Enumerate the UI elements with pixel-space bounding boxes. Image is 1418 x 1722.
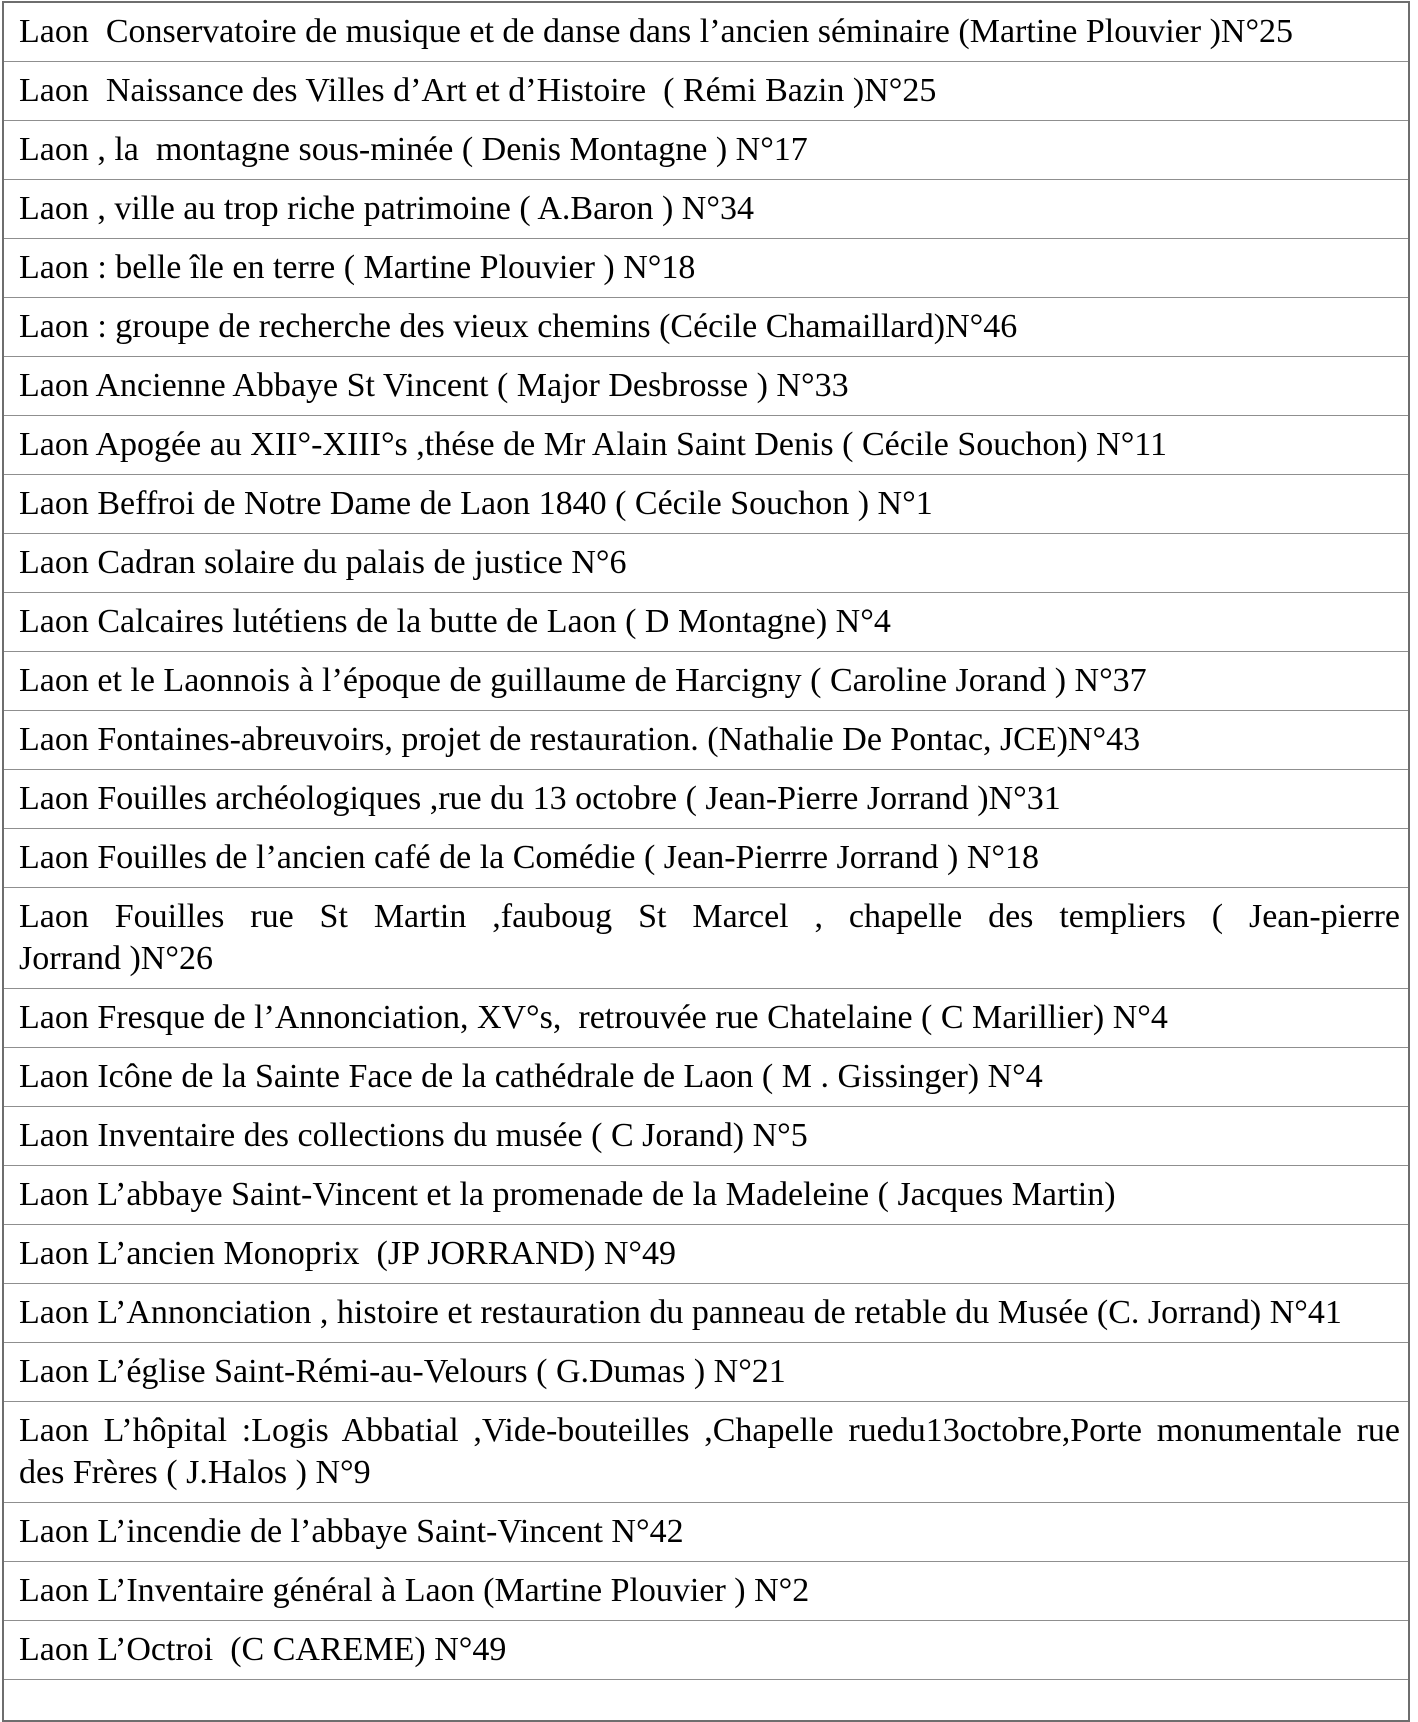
table-row [4,121,1408,180]
table-row [4,989,1408,1048]
document-table [2,1,1410,1722]
table-row [4,770,1408,829]
table-row [4,416,1408,475]
table-row [4,829,1408,888]
table-row [4,1107,1408,1166]
table-row [4,475,1408,534]
row-text: Laon Fontaines-abreuvoirs, projet de restauration. (Nathalie De Pontac, JCE)N°43 [19,721,1141,758]
row-text: Laon Icône de la Sainte Face de la cathédrale de Laon ( M . Gissinger) N°4 [19,1058,1043,1095]
table-row [4,1343,1408,1402]
row-text: Laon Apogée au XII°-XIII°s ,thése de Mr Alain Saint Denis ( Cécile Souchon) N°11 [19,426,1168,463]
row-text: des Frères ( J.Halos ) N°9 [19,1454,371,1491]
row-text: Laon , la montagne sous-minée ( Denis Montagne ) N°17 [19,131,808,168]
table-row [4,62,1408,121]
table-row [4,1048,1408,1107]
table-row [4,652,1408,711]
row-text: Laon Fouilles de l’ancien café de la Comédie ( Jean-Pierrre Jorrand ) N°18 [19,839,1039,876]
row-text: Laon et le Laonnois à l’époque de guillaume de Harcigny ( Caroline Jorand ) N°37 [19,662,1147,699]
table-row [4,1562,1408,1621]
table-row [4,1402,1408,1503]
row-text: Laon : belle île en terre ( Martine Plouvier ) N°18 [19,249,696,286]
row-text: Laon : groupe de recherche des vieux chemins (Cécile Chamaillard)N°46 [19,308,1018,345]
row-text: Jorrand )N°26 [19,940,213,977]
row-text: Laon Fouilles archéologiques ,rue du 13 octobre ( Jean-Pierre Jorrand )N°31 [19,780,1061,817]
row-text: Laon L’hôpital :Logis Abbatial ,Vide-bouteilles ,Chapelle ruedu13octobre,Porte monumentale rue [19,1412,1400,1449]
table-row [4,593,1408,652]
row-text: Laon Naissance des Villes d’Art et d’Histoire ( Rémi Bazin )N°25 [19,72,937,109]
table-row [4,1166,1408,1225]
row-text: Laon L’abbaye Saint-Vincent et la promenade de la Madeleine ( Jacques Martin) [19,1176,1116,1213]
row-text: Laon L’Annonciation , histoire et restauration du panneau de retable du Musée (C. Jorrand) N°41 [19,1294,1342,1331]
table-row [4,711,1408,770]
row-text: Laon Cadran solaire du palais de justice N°6 [19,544,627,581]
row-text: Laon L’ancien Monoprix (JP JORRAND) N°49 [19,1235,677,1272]
table-row [4,534,1408,593]
row-text: Laon , ville au trop riche patrimoine ( A.Baron ) N°34 [19,190,754,227]
table-row [4,1503,1408,1562]
row-text: Laon L’Octroi (C CAREME) N°49 [19,1631,507,1668]
table-row [4,357,1408,416]
table-row [4,3,1408,62]
row-text: Laon Beffroi de Notre Dame de Laon 1840 ( Cécile Souchon ) N°1 [19,485,933,522]
table-row [4,298,1408,357]
row-text: Laon Conservatoire de musique et de danse dans l’ancien séminaire (Martine Plouvier )N°25 [19,13,1294,50]
table-row [4,1284,1408,1343]
row-text: Laon Calcaires lutétiens de la butte de Laon ( D Montagne) N°4 [19,603,891,640]
table-row [4,180,1408,239]
row-text: Laon Fouilles rue St Martin ,fauboug St Marcel , chapelle des templiers ( Jean-pierre [19,898,1400,935]
row-text: Laon Inventaire des collections du musée ( C Jorand) N°5 [19,1117,808,1154]
table-row [4,239,1408,298]
table-row-partial [4,1680,1408,1720]
table-row [4,888,1408,989]
table-row [4,1225,1408,1284]
row-text: Laon Ancienne Abbaye St Vincent ( Major Desbrosse ) N°33 [19,367,849,404]
row-text: Laon L’église Saint-Rémi-au-Velours ( G.Dumas ) N°21 [19,1353,786,1390]
row-text: Laon L’Inventaire général à Laon (Martine Plouvier ) N°2 [19,1572,810,1609]
row-text: Laon L’incendie de l’abbaye Saint-Vincent N°42 [19,1513,684,1550]
table-row [4,1621,1408,1680]
row-text: Laon Fresque de l’Annonciation, XV°s, retrouvée rue Chatelaine ( C Marillier) N°4 [19,999,1168,1036]
